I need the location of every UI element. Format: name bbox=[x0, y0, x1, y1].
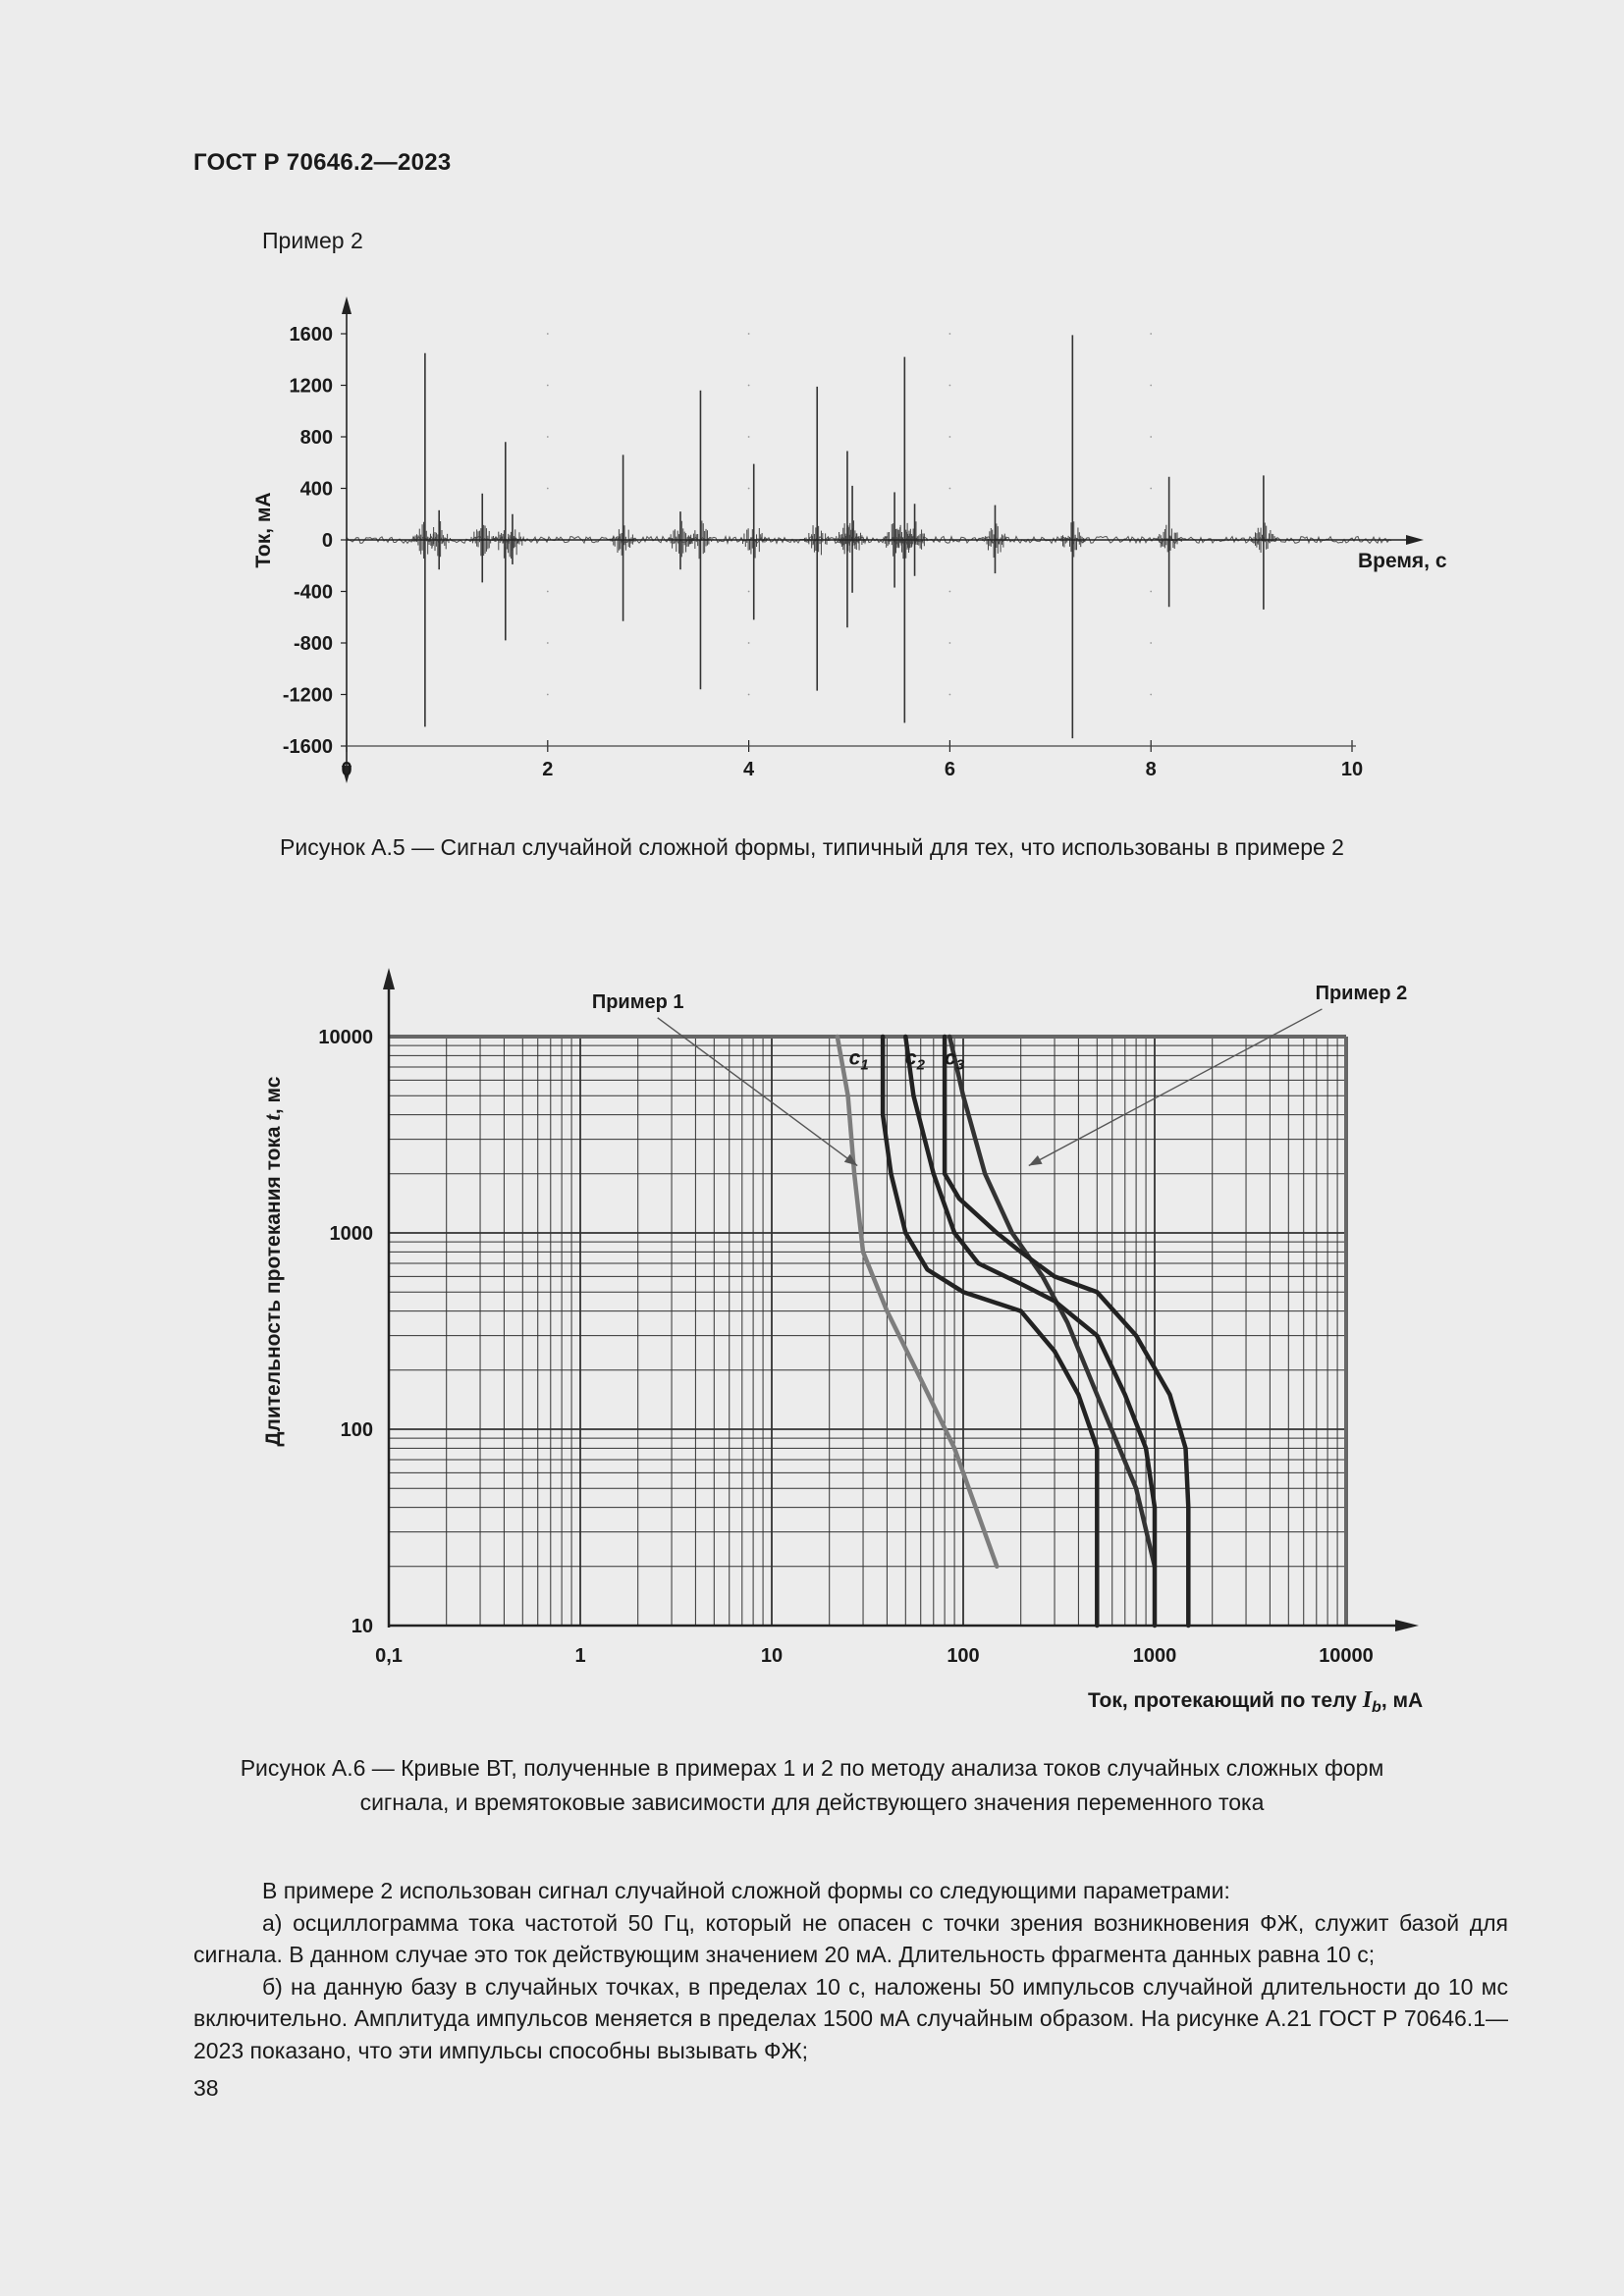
body-paragraph-2: а) осциллограмма тока частотой 50 Гц, который не опасен с точки зрения возникновения ФЖ, служит базой для сигнала. В данном случае это ток действующим значением 20 мА. Длительность фрагмента данных равна 10 с; bbox=[193, 1909, 1508, 1967]
figure5-example-label: Пример 2 bbox=[262, 228, 363, 253]
figure6-annotation-1: Пример 1 bbox=[591, 990, 684, 1013]
figure6-chart bbox=[236, 957, 1473, 1733]
figure5-chart bbox=[236, 275, 1473, 825]
page-number: 38 bbox=[193, 2075, 219, 2101]
figure5-x-tick-label: 0 bbox=[341, 759, 352, 780]
figure6-curve-c3 bbox=[945, 1037, 1188, 1626]
figure5-grid-dot bbox=[748, 591, 750, 593]
figure5-x-tick-label: 8 bbox=[1145, 759, 1157, 780]
figure6-caption-line2: сигнала, и времятоковые зависимости для действующего значения переменного тока bbox=[359, 1789, 1265, 1815]
figure6-x-axis-arrow bbox=[1395, 1620, 1419, 1631]
figure6-annotation-arrow-line bbox=[1029, 1009, 1323, 1166]
figure6-x-tick-label: 10 bbox=[760, 1645, 784, 1667]
figure5-y-axis-arrow-up bbox=[342, 296, 352, 314]
figure5-grid-dot bbox=[547, 436, 549, 438]
figure5-grid-dot bbox=[547, 488, 549, 490]
figure5-grid-dot bbox=[748, 488, 750, 490]
figure5-y-tick-label: 800 bbox=[299, 427, 333, 449]
figure5-grid-dot bbox=[547, 385, 549, 387]
figure5-grid-dot bbox=[949, 591, 951, 593]
body-text bbox=[193, 1875, 1508, 2066]
figure6-annotation-arrow-head bbox=[1029, 1155, 1043, 1166]
figure5-grid-dot bbox=[547, 694, 549, 696]
figure5-tick-labels bbox=[283, 324, 1363, 780]
figure5-grid-dot bbox=[949, 436, 951, 438]
figure5-y-tick-label: 400 bbox=[299, 478, 333, 501]
figure5-grid-dot bbox=[1150, 694, 1152, 696]
figure5-x-tick-label: 4 bbox=[743, 759, 755, 780]
figure5-x-axis-label: Время, с bbox=[1358, 550, 1447, 572]
figure5-x-axis-arrow bbox=[1406, 535, 1424, 545]
figure5-y-tick-label: 1600 bbox=[289, 324, 333, 346]
figure6-tick-labels bbox=[318, 1027, 1373, 1667]
figure5-y-tick-label: 0 bbox=[321, 530, 333, 552]
figure5-x-tick-label: 2 bbox=[542, 759, 554, 780]
figure6-y-tick-label: 10000 bbox=[318, 1027, 373, 1048]
figure5-grid-dot bbox=[1150, 488, 1152, 490]
figure5-axes bbox=[342, 296, 1424, 783]
figure6-x-tick-label: 1 bbox=[574, 1645, 586, 1667]
figure5-caption: Рисунок А.5 — Сигнал случайной сложной формы, типичный для тех, что использованы в примере 2 bbox=[280, 834, 1344, 860]
figure5-grid-dot bbox=[949, 333, 951, 335]
figure6-curve-label-c2: $c_2$ bbox=[904, 1046, 925, 1074]
figure5-grid-dot bbox=[748, 642, 750, 644]
figure5-grid-dot bbox=[949, 385, 951, 387]
figure6-curve-label-c3: $c_3$ bbox=[945, 1046, 965, 1074]
figure5-grid-dot bbox=[547, 333, 549, 335]
figure6-x-tick-label: 1000 bbox=[1132, 1645, 1177, 1667]
figure6-x-tick-label: 100 bbox=[947, 1645, 980, 1667]
figure6-curve-label-c1: $c_1$ bbox=[848, 1046, 869, 1074]
figure5-grid-dot bbox=[949, 488, 951, 490]
figure5-x-tick-label: 6 bbox=[944, 759, 955, 780]
figure6-y-tick-label: 100 bbox=[340, 1419, 373, 1441]
document-header: ГОСТ Р 70646.2—2023 bbox=[193, 149, 452, 176]
figure6-caption bbox=[147, 1751, 1477, 1820]
figure6-grid bbox=[389, 1037, 1346, 1626]
figure6-x-tick-label: 10000 bbox=[1319, 1645, 1374, 1667]
figure6-x-axis-label: Ток, протекающий по телу $I_b$, мА bbox=[1088, 1687, 1424, 1716]
figure6-curve-c1 bbox=[883, 1037, 1097, 1626]
figure5-y-tick-label: -1200 bbox=[282, 684, 333, 707]
figure5-y-tick-label: -400 bbox=[293, 581, 333, 604]
figure5-grid-dot bbox=[748, 333, 750, 335]
figure5-grid-dot bbox=[748, 694, 750, 696]
figure5-grid-dot bbox=[547, 591, 549, 593]
figure6-annotation-arrow-line bbox=[658, 1018, 857, 1166]
figure5-y-axis-label: Ток, мА bbox=[252, 492, 275, 568]
figure5-grid-dot bbox=[748, 436, 750, 438]
figure5-grid-dot bbox=[547, 642, 549, 644]
body-paragraph-3: б) на данную базу в случайных точках, в пределах 10 с, наложены 50 импульсов случайной длительности до 10 мс включительно. Амплитуда импульсов меняется в пределах 1500 мА случайным образом. На рисунке А.21 ГОСТ Р 70646.1—2023 показано, что эти импульсы способны вызывать ФЖ; bbox=[193, 1973, 1508, 2063]
figure6-caption-line1: Рисунок А.6 — Кривые ВТ, полученные в примерах 1 и 2 по методу анализа токов случайных сложных форм bbox=[240, 1755, 1384, 1781]
figure5-grid-dot bbox=[1150, 591, 1152, 593]
figure6-x-tick-label: 0,1 bbox=[375, 1645, 403, 1667]
figure6-annotation-2: Пример 2 bbox=[1315, 982, 1408, 1004]
figure6-y-axis-label: Длительность протекания тока t, мс bbox=[260, 1076, 285, 1447]
body-paragraph-1: В примере 2 использован сигнал случайной сложной формы со следующими параметрами: bbox=[262, 1878, 1230, 1903]
figure5-y-tick-label: -800 bbox=[293, 633, 333, 655]
figure5-x-tick-label: 10 bbox=[1340, 759, 1364, 780]
figure5-grid-dot bbox=[1150, 436, 1152, 438]
figure5-signal bbox=[347, 335, 1391, 738]
figure5-y-tick-label: -1600 bbox=[282, 736, 333, 758]
figure6-y-tick-label: 10 bbox=[351, 1616, 373, 1637]
figure5-grid-dot bbox=[748, 385, 750, 387]
figure6-y-tick-label: 1000 bbox=[329, 1223, 373, 1245]
figure6-y-axis-arrow bbox=[383, 968, 395, 989]
figure5-y-tick-label: 1200 bbox=[289, 375, 333, 398]
figure5-grid-dot bbox=[1150, 333, 1152, 335]
figure5-grid-dot bbox=[949, 694, 951, 696]
figure5-grid-dot bbox=[1150, 642, 1152, 644]
figure5-grid-dot bbox=[949, 642, 951, 644]
figure5-grid-dot bbox=[1150, 385, 1152, 387]
